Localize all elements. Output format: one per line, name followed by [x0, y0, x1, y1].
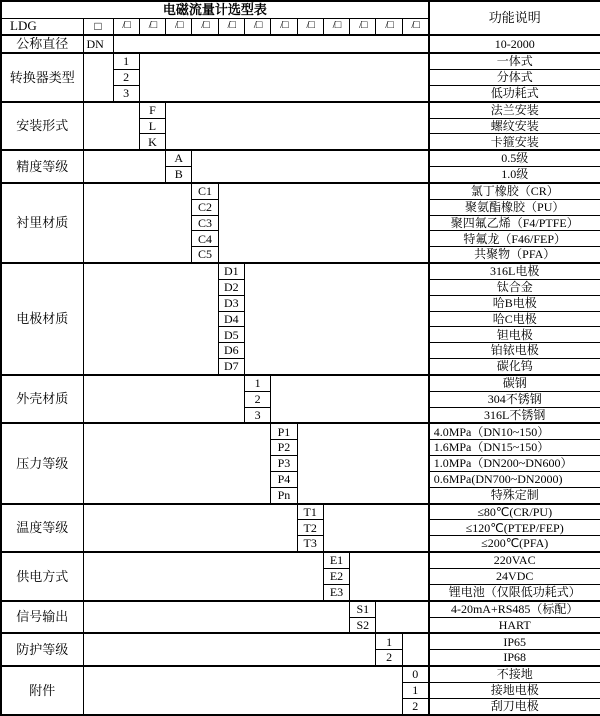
option-code: 3 — [113, 85, 139, 101]
option-code: C4 — [192, 231, 218, 247]
empty-cell — [83, 263, 218, 375]
table-title: 电磁流量计选型表 — [1, 1, 429, 18]
option-code: 0 — [402, 666, 428, 682]
empty-cell — [83, 375, 244, 424]
option-code: P2 — [271, 440, 297, 456]
option-code: 3 — [244, 407, 270, 423]
empty-cell — [218, 183, 429, 263]
option-description: ≤200℃(PFA) — [429, 536, 600, 552]
model-box: /□ — [323, 18, 349, 35]
category-label: 信号输出 — [1, 601, 83, 634]
option-description: 铂铱电极 — [429, 343, 600, 359]
option-description: 螺纹安装 — [429, 118, 600, 134]
option-code: DN — [83, 35, 113, 53]
option-description: ≤80℃(CR/PU) — [429, 504, 600, 520]
empty-cell — [323, 504, 428, 553]
option-code: 1 — [376, 633, 402, 649]
option-description: 1.0级 — [429, 167, 600, 183]
model-box: /□ — [244, 18, 270, 35]
option-description: 316L电极 — [429, 263, 600, 279]
function-description-header: 功能说明 — [429, 1, 600, 35]
option-code: D6 — [218, 343, 244, 359]
option-code: B — [166, 167, 192, 183]
option-description: 特氟龙（F46/FEP） — [429, 231, 600, 247]
option-description: ≤120℃(PTEP/FEP) — [429, 520, 600, 536]
option-description: HART — [429, 617, 600, 633]
model-box: /□ — [402, 18, 428, 35]
category-label: 压力等级 — [1, 423, 83, 503]
option-code: E2 — [323, 569, 349, 585]
option-description: 钛合金 — [429, 280, 600, 296]
option-description: 1.6MPa（DN15~150） — [429, 440, 600, 456]
category-label: 附件 — [1, 666, 83, 715]
option-description: 分体式 — [429, 70, 600, 86]
empty-cell — [83, 601, 350, 634]
option-code: S1 — [350, 601, 376, 617]
option-description: 一体式 — [429, 53, 600, 69]
empty-cell — [244, 263, 428, 375]
model-box: /□ — [218, 18, 244, 35]
model-box: /□ — [192, 18, 218, 35]
option-code: C1 — [192, 183, 218, 199]
empty-cell — [113, 35, 429, 53]
option-description: 氯丁橡胶（CR） — [429, 183, 600, 199]
empty-cell — [271, 375, 429, 424]
category-label: 公称直径 — [1, 35, 83, 53]
option-description: 共聚物（PFA） — [429, 247, 600, 263]
option-code: D7 — [218, 359, 244, 375]
category-label: 安装形式 — [1, 102, 83, 151]
option-description: 316L不锈钢 — [429, 407, 600, 423]
empty-cell — [402, 633, 428, 666]
empty-cell — [83, 150, 166, 183]
option-code: 2 — [402, 698, 428, 715]
option-code: D4 — [218, 311, 244, 327]
empty-cell — [83, 53, 113, 102]
option-code: D5 — [218, 327, 244, 343]
empty-cell — [166, 102, 429, 151]
option-code: D1 — [218, 263, 244, 279]
option-code: D3 — [218, 295, 244, 311]
option-code: C3 — [192, 215, 218, 231]
option-code: P3 — [271, 456, 297, 472]
option-description: 卡箍安装 — [429, 134, 600, 150]
option-description: 法兰安装 — [429, 102, 600, 118]
model-box: /□ — [297, 18, 323, 35]
empty-cell — [83, 102, 139, 151]
empty-cell — [139, 53, 428, 102]
model-box-dn: □ — [83, 18, 113, 35]
option-code: S2 — [350, 617, 376, 633]
option-code: 2 — [376, 650, 402, 666]
category-label: 防护等级 — [1, 633, 83, 666]
option-description: IP68 — [429, 650, 600, 666]
empty-cell — [83, 552, 323, 601]
option-code: T3 — [297, 536, 323, 552]
model-box: /□ — [139, 18, 165, 35]
option-code: A — [166, 150, 192, 166]
option-description: 碳钢 — [429, 375, 600, 391]
option-code: Pn — [271, 487, 297, 503]
option-description: 不接地 — [429, 666, 600, 682]
model-box: /□ — [376, 18, 402, 35]
option-code: T1 — [297, 504, 323, 520]
category-label: 精度等级 — [1, 150, 83, 183]
option-description: 哈B电极 — [429, 295, 600, 311]
option-code: 1 — [113, 53, 139, 69]
option-description: 304不锈钢 — [429, 391, 600, 407]
option-description: 10-2000 — [429, 35, 600, 53]
option-description: 哈C电极 — [429, 311, 600, 327]
empty-cell — [297, 423, 429, 503]
empty-cell — [83, 504, 297, 553]
option-description: 低功耗式 — [429, 85, 600, 101]
model-box: /□ — [113, 18, 139, 35]
option-description: 0.5级 — [429, 150, 600, 166]
option-code: F — [139, 102, 165, 118]
option-description: 聚四氟乙烯（F4/PTFE） — [429, 215, 600, 231]
model-prefix: LDG — [1, 18, 83, 35]
option-code: T2 — [297, 520, 323, 536]
option-description: 220VAC — [429, 552, 600, 568]
option-code: E3 — [323, 584, 349, 600]
option-description: 0.6MPa(DN700~DN2000) — [429, 471, 600, 487]
empty-cell — [83, 183, 192, 263]
option-code: C2 — [192, 199, 218, 215]
model-box: /□ — [271, 18, 297, 35]
empty-cell — [83, 633, 376, 666]
category-label: 温度等级 — [1, 504, 83, 553]
option-description: 刮刀电极 — [429, 698, 600, 715]
option-code: D2 — [218, 280, 244, 296]
empty-cell — [83, 666, 402, 715]
model-box: /□ — [350, 18, 376, 35]
option-code: L — [139, 118, 165, 134]
option-description: 4-20mA+RS485（标配） — [429, 601, 600, 617]
option-description: 碳化钨 — [429, 359, 600, 375]
empty-cell — [192, 150, 429, 183]
option-description: 特殊定制 — [429, 487, 600, 503]
category-label: 转换器类型 — [1, 53, 83, 102]
empty-cell — [83, 423, 271, 503]
option-code: 2 — [244, 391, 270, 407]
option-description: 聚氨酯橡胶（PU） — [429, 199, 600, 215]
option-description: IP65 — [429, 633, 600, 649]
category-label: 供电方式 — [1, 552, 83, 601]
category-label: 衬里材质 — [1, 183, 83, 263]
option-description: 锂电池（仅限低功耗式） — [429, 584, 600, 600]
option-code: 1 — [244, 375, 270, 391]
option-code: P4 — [271, 471, 297, 487]
option-description: 钽电极 — [429, 327, 600, 343]
option-code: 1 — [402, 683, 428, 699]
option-description: 24VDC — [429, 569, 600, 585]
option-code: K — [139, 134, 165, 150]
option-code: E1 — [323, 552, 349, 568]
empty-cell — [350, 552, 429, 601]
model-box: /□ — [166, 18, 192, 35]
empty-cell — [376, 601, 429, 634]
category-label: 电极材质 — [1, 263, 83, 375]
category-label: 外壳材质 — [1, 375, 83, 424]
option-code: P1 — [271, 423, 297, 439]
option-description: 接地电极 — [429, 683, 600, 699]
option-description: 4.0MPa（DN10~150） — [429, 423, 600, 439]
option-code: 2 — [113, 70, 139, 86]
option-code: C5 — [192, 247, 218, 263]
option-description: 1.0MPa（DN200~DN600） — [429, 456, 600, 472]
